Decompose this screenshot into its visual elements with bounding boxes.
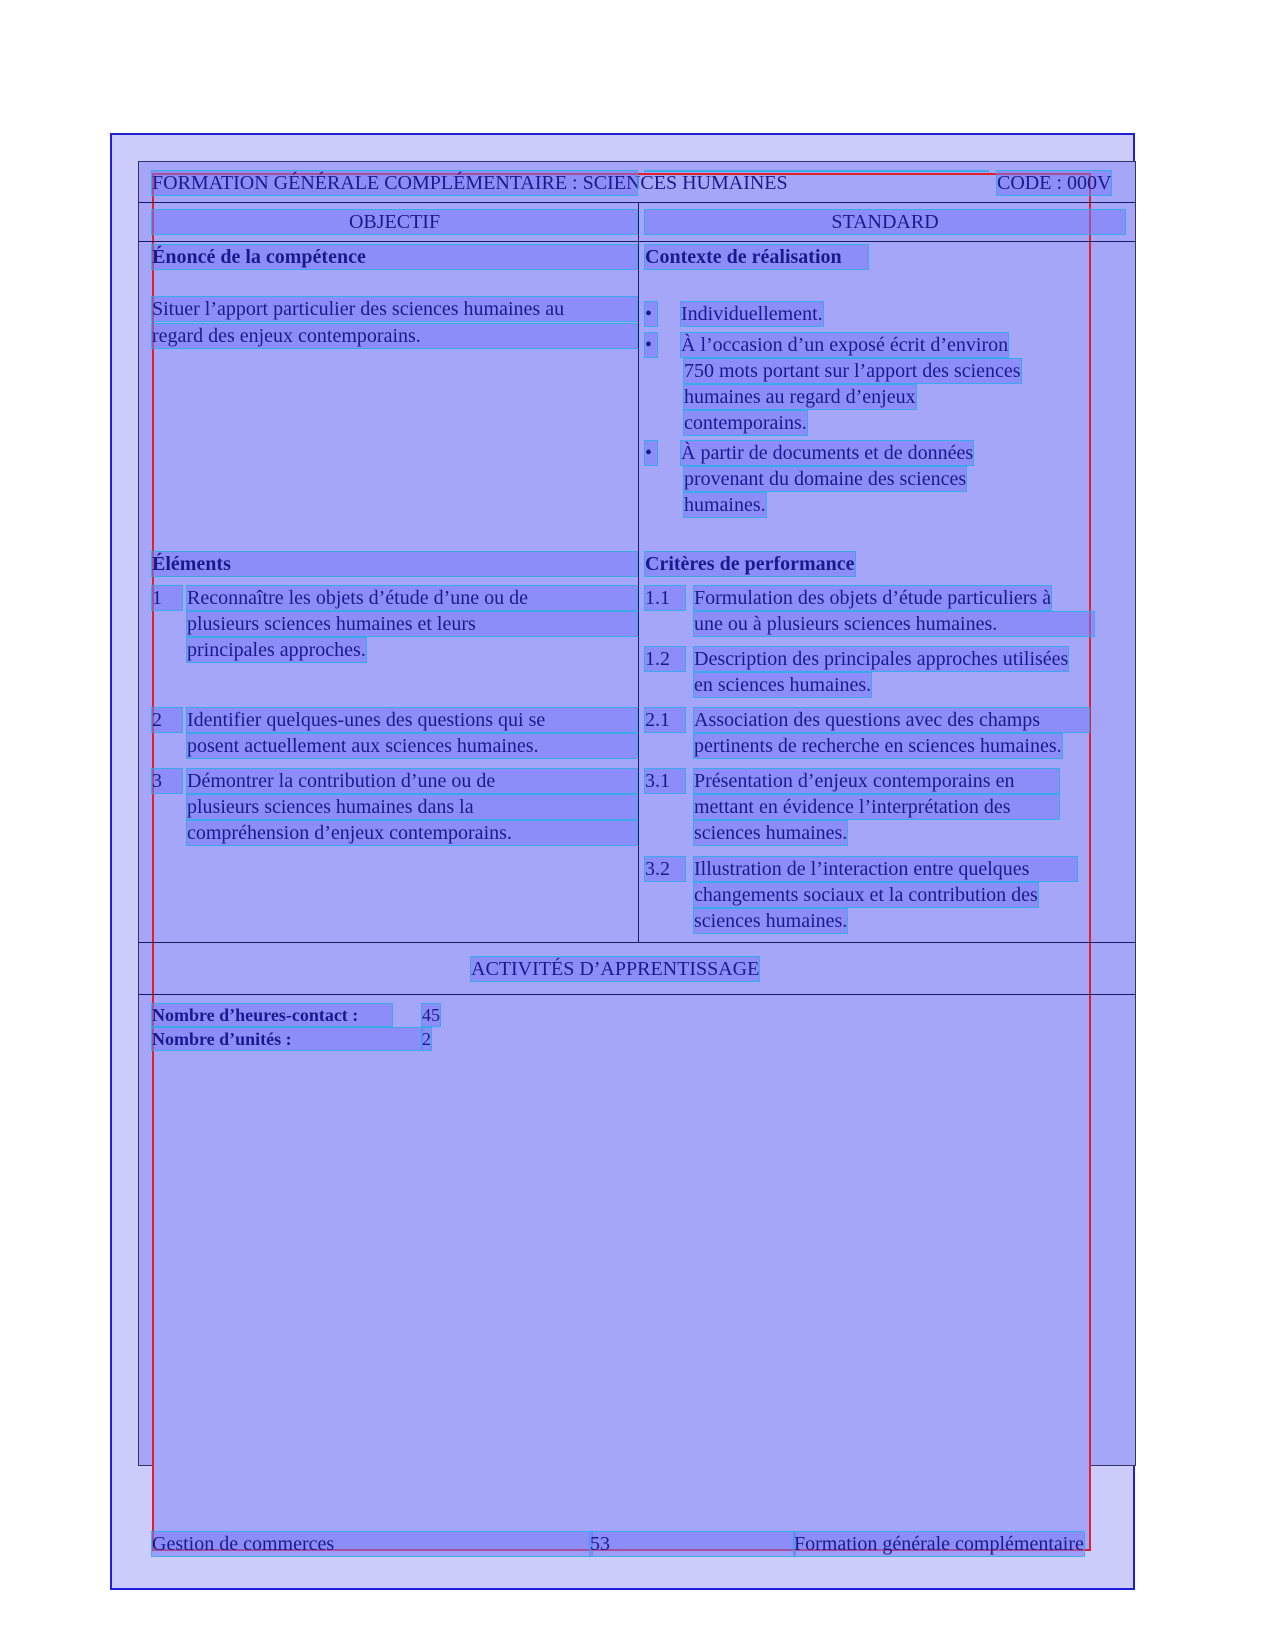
element-text: principales approches. xyxy=(187,639,366,661)
unites-label: Nombre d’unités : xyxy=(152,1028,422,1050)
heures-contact-value: 45 xyxy=(422,1005,440,1025)
bullet: • xyxy=(645,333,657,357)
critere-text: Présentation d’enjeux contemporains en xyxy=(694,769,1059,793)
footer-program: Gestion de commerces xyxy=(152,1532,592,1556)
element-text: Reconnaître les objets d’étude d’une ou de xyxy=(187,586,637,610)
rule-above-activities xyxy=(138,942,1136,943)
element-number: 3 xyxy=(152,769,182,793)
critere-text: en sciences humaines. xyxy=(694,674,872,696)
element-text: Démontrer la contribution d’une ou de xyxy=(187,769,637,793)
contexte-item: À l’occasion d’un exposé écrit d’environ xyxy=(681,334,1009,356)
element-number: 2 xyxy=(152,708,182,732)
critere-text: une ou à plusieurs sciences humaines. xyxy=(694,612,1094,636)
element-number: 1 xyxy=(152,586,182,610)
element-text: plusieurs sciences humaines dans la xyxy=(187,795,637,819)
element-text: plusieurs sciences humaines et leurs xyxy=(187,612,637,636)
contexte-item: humaines au regard d’enjeux xyxy=(684,386,916,408)
bullet: • xyxy=(645,302,657,326)
footer-page-number: 53 xyxy=(590,1532,795,1556)
contexte-item: Individuellement. xyxy=(681,303,823,325)
element-text: posent actuellement aux sciences humaines. xyxy=(187,734,637,758)
competence-heading: Énoncé de la compétence xyxy=(152,245,637,269)
competence-statement-line: Situer l’apport particulier des sciences humaines au xyxy=(152,297,637,321)
rule-under-activities xyxy=(138,994,1136,995)
column-header-standard: STANDARD xyxy=(645,210,1125,234)
elements-heading: Éléments xyxy=(152,552,637,576)
critere-text: sciences humaines. xyxy=(694,910,848,932)
critere-text: pertinents de recherche en sciences humaines. xyxy=(694,735,1062,757)
element-text: compréhension d’enjeux contemporains. xyxy=(187,821,637,845)
bullet: • xyxy=(645,441,657,465)
critere-text: changements sociaux et la contribution des xyxy=(694,884,1038,906)
critere-number: 3.1 xyxy=(645,769,685,793)
competence-statement-line: regard des enjeux contemporains. xyxy=(152,324,637,348)
contexte-item: 750 mots portant sur l’apport des sciences xyxy=(684,360,1021,382)
footer-section: Formation générale complémentaire xyxy=(794,1533,1084,1555)
contexte-item: À partir de documents et de données xyxy=(681,442,974,464)
critere-number: 2.1 xyxy=(645,708,685,732)
critere-text: mettant en évidence l’interprétation des xyxy=(694,795,1059,819)
critere-text: Illustration de l’interaction entre quelques xyxy=(694,857,1077,881)
critere-text: Association des questions avec des champs xyxy=(694,708,1089,732)
critere-text: Formulation des objets d’étude particuliers à xyxy=(694,587,1052,609)
element-text: Identifier quelques-unes des questions qui se xyxy=(187,708,637,732)
critere-number: 1.2 xyxy=(645,647,685,671)
column-header-objectif: OBJECTIF xyxy=(152,210,637,234)
activites-heading: ACTIVITÉS D’APPRENTISSAGE xyxy=(471,958,760,980)
rule-under-columns xyxy=(138,241,1136,242)
contexte-item: contemporains. xyxy=(684,412,807,434)
critere-number: 3.2 xyxy=(645,857,685,881)
heures-contact-label: Nombre d’heures-contact : xyxy=(152,1004,392,1026)
contexte-item: humaines. xyxy=(684,494,766,516)
contexte-heading: Contexte de réalisation xyxy=(645,245,868,269)
criteres-heading: Critères de performance xyxy=(645,553,855,575)
column-divider xyxy=(638,202,639,942)
critere-text: Description des principales approches utilisées xyxy=(694,648,1069,670)
document-title: FORMATION GÉNÉRALE COMPLÉMENTAIRE : SCIENCES HUMAINES xyxy=(152,172,788,194)
unites-value: 2 xyxy=(422,1029,431,1049)
course-code: CODE : 000V xyxy=(997,172,1112,194)
critere-text: sciences humaines. xyxy=(694,822,848,844)
contexte-item: provenant du domaine des sciences xyxy=(684,468,967,490)
critere-number: 1.1 xyxy=(645,586,685,610)
rule-under-title xyxy=(138,202,1136,203)
